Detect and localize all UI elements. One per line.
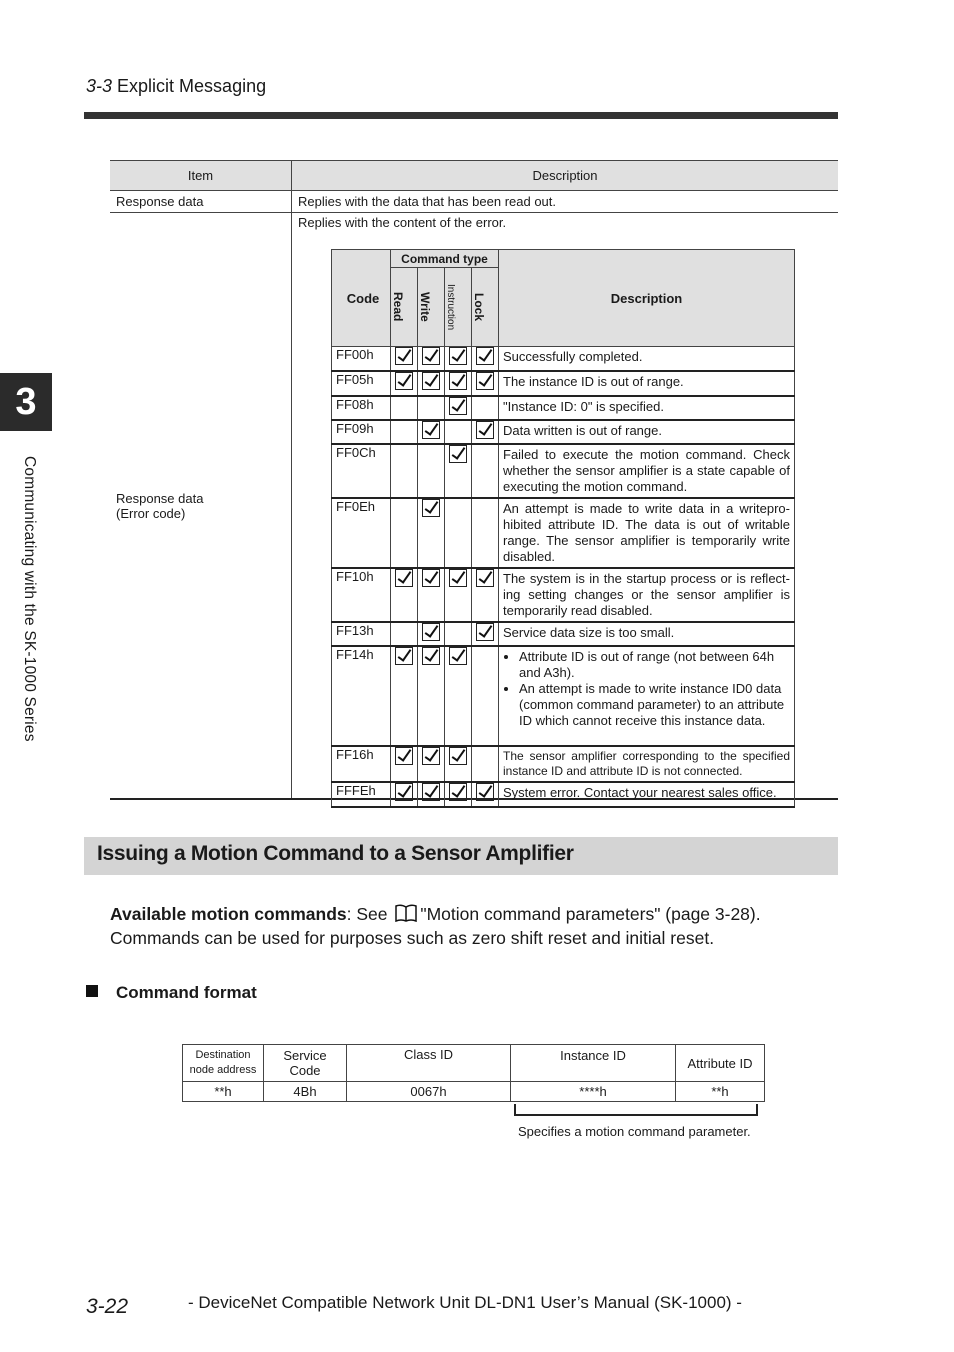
col-instruction: Instruction	[445, 283, 456, 331]
chapter-tab: 3	[0, 373, 52, 431]
fmt-header-service	[264, 1045, 347, 1082]
section-heading: Issuing a Motion Command to a Sensor Amplifier	[97, 842, 574, 865]
row-description: Replies with the data that has been read out.	[292, 191, 839, 213]
check-icon	[395, 747, 413, 765]
section-banner	[84, 837, 838, 875]
error-lead-text: Replies with the content of the error.	[298, 215, 507, 230]
para-see: : See	[346, 904, 388, 924]
check-icon	[476, 421, 494, 439]
table-row	[183, 1045, 765, 1082]
item-line2: (Error code)	[116, 505, 186, 521]
check-icon	[449, 372, 467, 390]
subheading	[86, 983, 257, 1003]
fmt-header-instance: Instance ID	[511, 1045, 676, 1082]
para-reference-link[interactable]: "Motion command parameters" (page 3-28).	[420, 904, 761, 924]
check-icon	[449, 647, 467, 665]
code-cell: FF08h	[332, 396, 391, 420]
command-format-table	[182, 1044, 765, 1102]
desc-cell: System error. Contact your nearest sales office.	[499, 782, 795, 807]
check-icon	[476, 783, 494, 801]
footer-text: - DeviceNet Compatible Network Unit DL-DN1 User’s Manual (SK-1000) -	[188, 1293, 742, 1312]
col-code: Code	[332, 250, 391, 347]
subheading-text: Command format	[116, 983, 257, 1002]
desc-cell: Failed to execute the motion command. Check whether the sensor amplifier is a state capable of executing the motion command.	[499, 444, 795, 498]
fmt-header-service-line2: Code	[289, 1063, 321, 1078]
table-row	[332, 347, 795, 371]
table-row	[332, 646, 795, 746]
chapter-side-title: Communicating with the SK-1000 Series	[21, 456, 38, 742]
check-icon	[422, 347, 440, 365]
desc-cell: "Instance ID: 0" is specified.	[499, 396, 795, 420]
book-icon	[394, 904, 418, 922]
check-icon	[449, 347, 467, 365]
col-write: Write	[418, 292, 432, 322]
table-row	[332, 396, 795, 420]
para-bold-label: Available motion commands	[110, 904, 347, 924]
check-icon	[422, 499, 440, 517]
check-icon	[422, 421, 440, 439]
check-icon	[449, 397, 467, 415]
check-icon	[395, 569, 413, 587]
fmt-header-dest-line2: node address	[189, 1064, 257, 1076]
desc-cell: Successfully completed.	[499, 347, 795, 371]
table-row	[110, 191, 838, 213]
check-icon	[476, 372, 494, 390]
table-header-item: Item	[110, 161, 292, 191]
code-cell: FF0Ch	[332, 444, 391, 498]
section-number: 3-3	[86, 76, 113, 96]
bullet-list	[503, 649, 790, 729]
check-icon	[476, 347, 494, 365]
square-bullet-icon	[86, 985, 98, 997]
fmt-header-dest-line1: Destination	[195, 1049, 251, 1061]
table-row	[332, 782, 795, 807]
response-data-table	[110, 160, 838, 800]
fmt-value-instance: ****h	[511, 1082, 676, 1102]
row-item: Response data	[110, 191, 292, 213]
desc-cell: Service data size is too small.	[499, 622, 795, 646]
fmt-value-class: 0067h	[347, 1082, 511, 1102]
fmt-header-attribute: Attribute ID	[676, 1045, 765, 1082]
check-icon	[449, 747, 467, 765]
code-cell: FF10h	[332, 568, 391, 622]
code-cell: FF05h	[332, 371, 391, 396]
table-row	[332, 371, 795, 396]
list-item: • Attribute ID is out of range (not between 64h and A3h).	[519, 649, 790, 681]
parameter-bracket	[514, 1104, 758, 1116]
desc-cell: Data written is out of range.	[499, 420, 795, 444]
intro-paragraph	[110, 902, 840, 950]
row-item-error-code	[110, 213, 292, 800]
desc-cell	[499, 646, 795, 746]
list-item: • An attempt is made to write instance ID0 data (common command parameter) to an attribute ID which cannot receive this instance data.	[519, 681, 790, 729]
para-line2: Commands can be used for purposes such as zero shift reset and initial reset.	[110, 928, 715, 948]
table-row	[332, 622, 795, 646]
check-icon	[395, 372, 413, 390]
table-row	[183, 1082, 765, 1102]
col-description: Description	[499, 250, 795, 347]
fmt-header-service-line1: Service	[283, 1048, 327, 1063]
table-row	[332, 420, 795, 444]
table-header-description: Description	[292, 161, 839, 191]
table-row	[332, 568, 795, 622]
col-command-type: Command type	[391, 250, 499, 268]
desc-cell: The sensor amplifier corresponding to the specified instance ID and attribute ID is not connected.	[499, 746, 795, 782]
table-row	[332, 498, 795, 568]
code-cell: FF00h	[332, 347, 391, 371]
table-row	[332, 444, 795, 498]
table-row	[332, 746, 795, 782]
col-lock: Lock	[472, 292, 486, 321]
col-read: Read	[391, 292, 405, 322]
desc-cell: An attempt is made to write data in a writepro-hibited attribute ID. The data is out of writable range. The sensor amplifier is temporarily write disabled.	[499, 498, 795, 568]
check-icon	[422, 372, 440, 390]
check-icon	[395, 647, 413, 665]
error-code-table	[331, 249, 795, 808]
check-icon	[476, 569, 494, 587]
fmt-header-class: Class ID	[347, 1045, 511, 1082]
code-cell: FF13h	[332, 622, 391, 646]
check-icon	[449, 569, 467, 587]
fmt-value-service: 4Bh	[264, 1082, 347, 1102]
check-icon	[395, 347, 413, 365]
check-icon	[449, 445, 467, 463]
desc-cell: The instance ID is out of range.	[499, 371, 795, 396]
check-icon	[422, 747, 440, 765]
table-row	[110, 213, 838, 800]
check-icon	[476, 623, 494, 641]
code-cell: FF14h	[332, 646, 391, 746]
check-icon	[395, 783, 413, 801]
check-icon	[422, 783, 440, 801]
check-icon	[422, 647, 440, 665]
item-line1: Response data	[116, 490, 204, 506]
code-cell: FFFEh	[332, 782, 391, 807]
code-cell: FF16h	[332, 746, 391, 782]
check-icon	[422, 569, 440, 587]
check-icon	[449, 783, 467, 801]
fmt-header-dest	[183, 1045, 264, 1082]
fmt-value-attribute: **h	[676, 1082, 765, 1102]
desc-cell: The system is in the startup process or is reflect-ing setting changes or the sensor amplifier is temporarily read disabled.	[499, 568, 795, 622]
code-cell: FF0Eh	[332, 498, 391, 568]
fmt-value-dest: **h	[183, 1082, 264, 1102]
code-cell: FF09h	[332, 420, 391, 444]
check-icon	[422, 623, 440, 641]
section-header	[86, 76, 266, 97]
bracket-note: Specifies a motion command parameter.	[518, 1124, 751, 1139]
row-description-error-code	[292, 213, 839, 800]
section-title: Explicit Messaging	[117, 76, 267, 96]
page-number: 3-22	[86, 1295, 129, 1318]
header-rule	[84, 112, 838, 119]
